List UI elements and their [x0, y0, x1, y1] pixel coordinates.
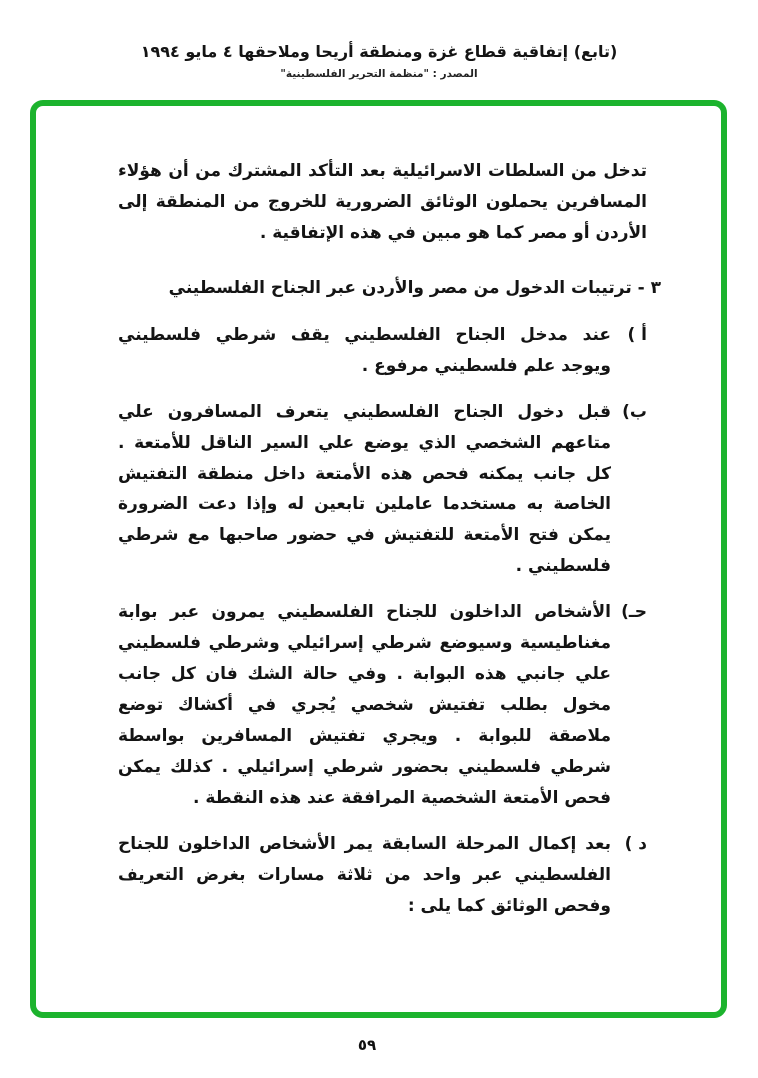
list-item-a-text: عند مدخل الجناح الفلسطيني يقف شرطي فلسطيني ويوجد علم فلسطيني مرفوع .	[118, 324, 611, 376]
list-item-h	[118, 597, 647, 814]
intro-paragraph: تدخل من السلطات الاسرائيلية بعد التأكد المشترك من أن هؤلاء المسافرين يحملون الوثائق الضرورية للخروج من المنطقة إلى الأردن أو مصر كما هو مبين في هذه الإتفاقية .	[118, 161, 647, 243]
list-item-d	[118, 829, 647, 922]
list-item-h-marker: حـ)	[621, 602, 647, 623]
list-item-d-text: بعد إكمال المرحلة السابقة يمر الأشخاص الداخلون للجناح الفلسطيني عبر واحد من ثلاثة مسارات بغرض التعريف وفحص الوثائق كما يلى :	[118, 833, 611, 916]
list-item-b-text: قبل دخول الجناح الفلسطيني يتعرف المسافرون علي متاعهم الشخصي الذي يوضع علي السير الناقل للأمتعة . كل جانب يمكنه فحص هذه الأمتعة داخل منطقة التفتيش الخاصة به مستخدما عاملين تابعين له وإذا دعت الضرورة يمكن فتح الأمتعة للتفتيش في حضور صاحبها مع شرطي فلسطيني .	[118, 401, 611, 577]
list-item-b	[118, 397, 647, 583]
document-header	[0, 42, 758, 80]
document-source: المصدر : "منظمة التحرير الفلسطينية"	[280, 68, 478, 80]
section-heading: ٣ - ترتيبات الدخول من مصر والأردن عبر الجناح الفلسطيني	[168, 277, 661, 298]
list-item-a-marker: أ )	[627, 324, 647, 345]
list-item-b-marker: ب)	[622, 401, 647, 422]
page-body	[118, 156, 661, 937]
list-item-d-marker: د )	[624, 833, 647, 854]
list-item-a	[118, 320, 647, 382]
document-title: (تابع) إتفاقية قطاع غزة ومنطقة أريحا وملاحقها ٤ مايو ١٩٩٤	[140, 42, 618, 61]
page-number: ٥٩	[357, 1036, 377, 1054]
green-border-frame	[30, 100, 727, 1018]
list-item-h-text: الأشخاص الداخلون للجناح الفلسطيني يمرون عبر بوابة مغناطيسية وسيوضع شرطي إسرائيلي وشرطي فلسطيني علي جانبي هذه البوابة . وفي حالة الشك فان كل جانب مخول بطلب تفتيش شخصي يُجري في أكشاك توضع ملاصقة للبوابة . ويجري تفتيش المسافرين بواسطة شرطي فلسطيني بحضور شرطي إسرائيلي . كذلك يمكن فحص الأمتعة الشخصية المرافقة عند هذه النقطة .	[118, 602, 611, 808]
